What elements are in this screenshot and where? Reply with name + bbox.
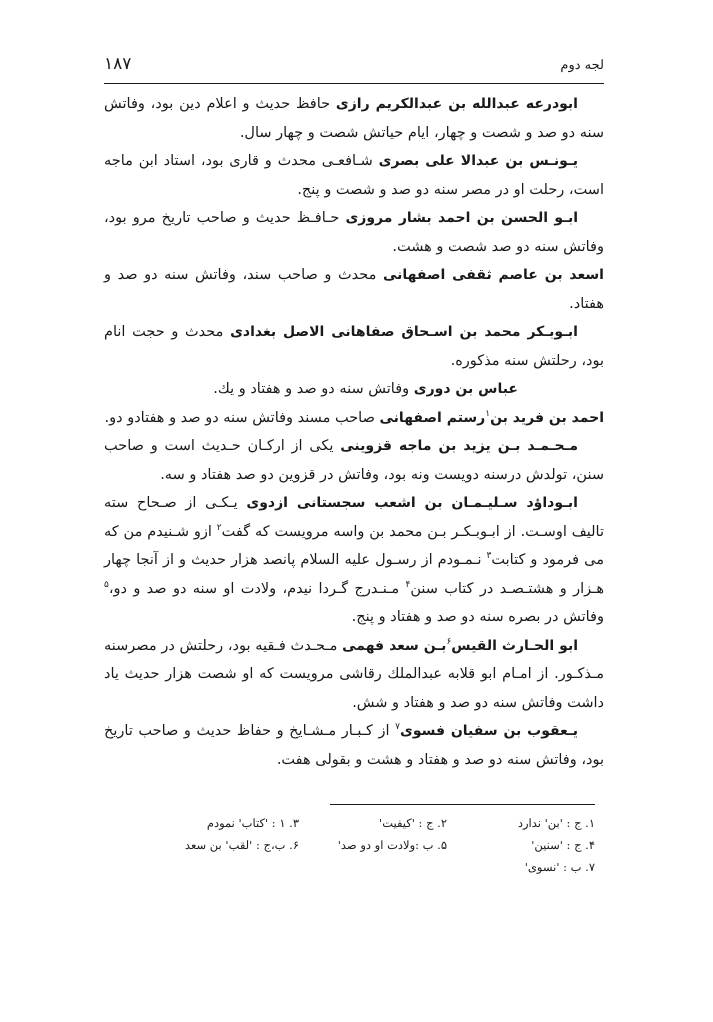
entry-name: اسعد بن عاصم ثقفى اصفهانى — [382, 267, 604, 283]
footnote: ۴. ج : 'سنين' — [531, 838, 595, 852]
header-rule — [104, 83, 604, 84]
entry-text: محدث و حجت انام بود، رحلتش سنه مذكوره. — [104, 324, 604, 369]
entry-name: ابـو الحسن بن احمد بشار مروزى — [345, 210, 578, 226]
footnote-ref: ۳ — [486, 551, 492, 562]
footnote: ۲. ج : 'كيفيت' — [379, 816, 447, 830]
entry-text: مـنـدرج گـردا نيدم، ولادت او سنه دو صد و دو، — [108, 580, 406, 597]
footnote: ۶. ب،ج : 'لقب' بن سعد — [184, 838, 299, 852]
entry-text: از كـبـار مـشـايخ و حفاظ حديث و صاحب تاريخ بود، وفاتش سنه دو صد و هفتاد و هشت و بقولى هفت. — [104, 723, 604, 768]
entry-text: مـحـدث فـقيه بود، رحلتش در مصرسنه مـذكـور. از امـام ابو قلابه عبدالملك رقاشى مرويست كه او شصت هزار حديث ياد داشت وفاتش سنه دو صد و هفتاد و شش. — [104, 637, 604, 711]
entry-abbas — [104, 375, 604, 404]
entry-text: شـافعـى محدث و قارى بود، استاد ابن ماجه است، رحلت او در مصر سنه دو صد و شصت و پنج. — [104, 153, 604, 198]
entry-text: حـافـظ حديث و صاحب تاريخ مرو بود، وفاتش سنه دو صد شصت و هشت. — [104, 210, 604, 255]
entry-abu-al-hasan — [104, 204, 604, 261]
page-number: ۱۸۷ — [104, 54, 132, 74]
entry-name: يـونـس بن عبدالا على بصرى — [378, 153, 578, 169]
entry-text: يـكـى از صـحاح سته تاليف اوسـت. از ابـوبـكـر بـن محمد بن واسه مرويست كه گفت — [104, 495, 604, 540]
entry-asad — [104, 261, 604, 318]
entry-abu-al-harith — [104, 632, 604, 718]
footnote-ref: ۲ — [216, 522, 222, 533]
footnote: ۷. ب : 'نسوى' — [524, 860, 595, 874]
entry-abu-zura — [104, 90, 604, 147]
entry-name: يـعقوب بن سفيان فسوى — [399, 723, 578, 739]
entry-yaqub — [104, 717, 604, 774]
entry-name: ابو الحـارث القيس — [451, 637, 578, 654]
footnote: ۳. ۱ : 'كتاب' نمودم — [206, 816, 299, 830]
chapter-title: لجه دوم — [560, 58, 604, 73]
body-text — [104, 90, 604, 774]
footnote-ref: ۶ — [446, 636, 452, 647]
entry-yunus — [104, 147, 604, 204]
footnote: ۵. ب :ولادت او دو صد' — [337, 838, 447, 852]
entry-ibn-majah — [104, 432, 604, 489]
entry-text: حافظ حديث و اعلام دين بود، وفاتش سنه دو صد و شصت و چهار، ايام حياتش شصت و چهار سال. — [104, 96, 604, 141]
footnote-row — [150, 812, 595, 834]
running-head — [104, 54, 604, 80]
entry-name: عباس بن دورى — [413, 381, 518, 397]
entry-name: ابـوبـكر محمد بن اسـحاق صفاهانى الاصل بغدادى — [230, 324, 578, 340]
footnotes — [150, 812, 595, 878]
entry-name-cont: رستم اصفهانى — [379, 409, 486, 426]
entry-name: مـحـمـد بـن يزيد بن ماجه قزوينى — [340, 438, 579, 454]
footnote-ref: ۴ — [405, 579, 411, 590]
footnote: ۱. ج : 'بن' ندارد — [517, 816, 595, 830]
footnote-row — [150, 834, 595, 856]
entry-abu-dawud — [104, 489, 604, 632]
entry-text: وفاتش در بصره سنه دو صد و هفتاد و پنج. — [351, 609, 604, 625]
entry-text: ازو شـنيدم من كه مى فرمود و كتابت — [104, 523, 604, 568]
entry-name: ابودرعه عبدالله بن عبدالكريم رازى — [335, 96, 578, 112]
footnote-rule — [330, 804, 595, 805]
entry-text: صاحب مسند وفاتش سنه دو صد و هفتادو دو. — [104, 409, 380, 426]
entry-name: احمد بن فريد بن — [490, 409, 604, 426]
entry-ahmad — [104, 404, 604, 433]
footnote-ref: ۷ — [395, 722, 400, 733]
entry-abu-bakr — [104, 318, 604, 375]
entry-text: نـمـودم از رسـول عليه السلام پانصد هزار حديث و از آنجا چهار هـزار و هشتـصـد در كتاب سنن — [104, 552, 604, 597]
footnote-ref: ۵ — [104, 579, 109, 590]
entry-text: يكى از اركـان حـديث است و صاحب سنن، تولدش درسنه دويست ونه بود، وفاتش در قزوين دو صد هفتاد و سه. — [104, 438, 604, 483]
entry-text: وفاتش سنه دو صد و هفتاد و يك. — [213, 381, 414, 397]
entry-text: محدث و صاحب سند، وفاتش سنه دو صد و هفتاد. — [104, 267, 604, 312]
entry-name-cont: بـن سعد فهمى — [342, 637, 447, 654]
footnote-row — [150, 856, 595, 878]
entry-name: ابـوداؤد سـليـمـان بن اشعب سجستانى ازدوى — [246, 495, 578, 511]
footnote-ref: ۱ — [485, 408, 491, 419]
